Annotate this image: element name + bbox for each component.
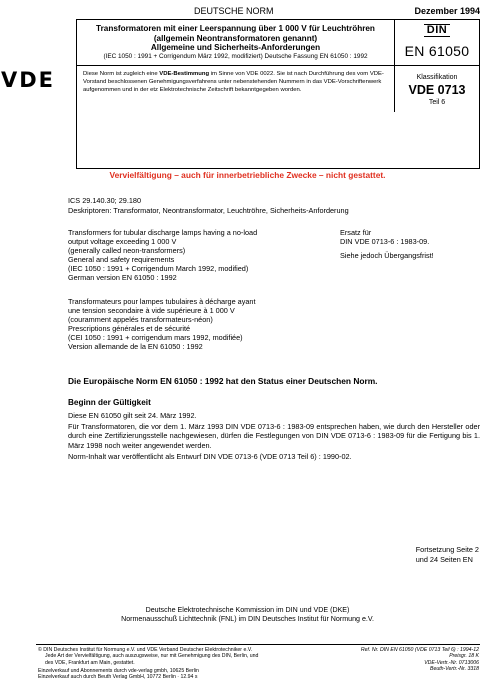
notice-text-after: im Sinne von VDE 0022. Sie ist nach Durchführung des vom VDE-Vorstand beschlossenen Genehmigungsverfahrens unter nebenstehenden Nummern in das VDE-Vorschriftenwerk aufgenommen und in der etz Elektrotechnische Zeitschrift bekanntgegeben worden. [83, 71, 384, 93]
classification-label: Klassifikation [416, 74, 458, 81]
english-title-line: German version EN 61050 : 1992 [68, 272, 177, 282]
commission-block [0, 606, 495, 624]
din-box [395, 20, 479, 66]
vde-logo [1, 68, 71, 104]
title-line-3: Allgemeine und Sicherheits-Anforderungen [150, 43, 321, 53]
status-statement: Die Europäische Norm EN 61050 : 1992 hat den Status einer Deutschen Norm. [68, 376, 378, 386]
footer-reference [361, 647, 479, 672]
english-title-line: (IEC 1050 : 1991 + Corrigendum March 1992, modified) [68, 263, 249, 273]
footer-left-line-2: Jede Art der Vervielfältigung, auch auszugsweise, nur mit Genehmigung des DIN, Berlin, und [45, 653, 259, 660]
validity-section [68, 398, 480, 463]
commission-line-1: Deutsche Elektrotechnische Kommission im DIN und VDE (DKE) [145, 606, 350, 614]
vde-logo-text: VDE [1, 68, 56, 92]
descriptors: Deskriptoren: Transformator, Neontransformator, Leuchtröhre, Sicherheits-Anforderung [68, 206, 349, 215]
commission-line-2: Normenausschuß Lichttechnik (FNL) im DIN Deutsches Institut für Normung e.V. [121, 615, 374, 624]
vde-order-number: VDE-Vertr.-Nr. 0713006 [424, 659, 479, 666]
replacement-line-3: Siehe jedoch Übergangsfrist! [340, 250, 434, 260]
footer-left-line-4: Einzelverkauf und Abonnements durch vde-verlag gmbh, 10625 Berlin [38, 667, 199, 674]
footer-left-line-1: © DIN Deutsches Institut für Normung e.V. und VDE Verband Deutscher Elektrotechniker e.V. [38, 647, 253, 653]
en-number: EN 61050 [404, 43, 470, 59]
title-line-2: (allgemein Neontransformatoren genannt) [153, 33, 318, 43]
reference-number: Ref. Nr. DIN EN 61050 (VDE 0713 Teil 6) : 1994-12 [360, 647, 479, 653]
continuation-line-1: Fortsetzung Seite 2 [415, 545, 479, 554]
title-subline: (IEC 1050 : 1991 + Corrigendum März 1992, modifiziert) Deutsche Fassung EN 61050 : 1992 [103, 52, 368, 60]
notice-text-before: Diese Norm ist zugleich eine [83, 71, 160, 77]
beuth-order-number: Beuth-Vertr.-Nr. 3318 [429, 665, 479, 672]
ics-block [68, 196, 349, 216]
footer-left-line-3: des VDE, Frankfurt am Main, gestattet. [45, 659, 135, 666]
top-bar [76, 6, 480, 20]
header-frame [1, 19, 480, 169]
french-title-line: (CEI 1050 : 1991 + corrigendum mars 1992, modifiée) [68, 332, 243, 342]
english-title-line: General and safety requirements [68, 254, 175, 264]
notice-bold: VDE-Bestimmung [159, 71, 210, 77]
continuation-note [416, 545, 479, 564]
vde-notice [77, 66, 395, 112]
classification-part: Teil 6 [428, 99, 446, 106]
classification-number: VDE 0713 [408, 83, 466, 97]
footer-left-line-5: Einzelverkauf auch durch Beuth Verlag GmbH, 10772 Berlin · 12.94 s [38, 674, 198, 681]
english-title [68, 229, 318, 282]
english-title-line: (generally called neon-transformers) [68, 245, 186, 255]
copy-warning: Vervielfältigung – auch für innerbetriebliche Zwecke – nicht gestattet. [109, 170, 386, 180]
continuation-line-2: und 24 Seiten EN [415, 554, 473, 564]
din-logo: DIN [424, 24, 450, 37]
validity-paragraph-1: Diese EN 61050 gilt seit 24. März 1992. [68, 411, 197, 420]
footer-copyright [38, 647, 328, 680]
french-title-line: (couramment appelés transformateurs-néon) [68, 314, 213, 324]
title-line-1: Transformatoren mit einer Leerspannung über 1 000 V für Leuchtröhren [96, 24, 375, 33]
title-block [77, 20, 395, 66]
price-group: Preisgr. 18 K [449, 653, 479, 660]
validity-paragraph-3: Norm-Inhalt war veröffentlicht als Entwurf DIN VDE 0713-6 (VDE 0713 Teil 6) : 1990-02. [68, 451, 352, 461]
classification-box [395, 66, 479, 112]
french-title-line: une tension secondaire à vide supérieure à 1 000 V [68, 305, 235, 315]
french-title-line: Prescriptions générales et de sécurité [68, 323, 191, 333]
publication-date: Dezember 1994 [414, 6, 480, 16]
replacement-line-1: Ersatz für [340, 228, 372, 237]
french-title-line: Version allemande de la EN 61050 : 1992 [68, 341, 203, 351]
french-title-line: Transformateurs pour lampes tubulaires à décharge ayant [68, 297, 256, 306]
replacement-note [340, 229, 485, 261]
validity-paragraph-2: Für Transformatoren, die vor dem 1. März 1993 DIN VDE 0713-6 : 1983-09 entsprechen haben, wie durch den Hersteller oder durch eine Zertifizierungsstelle nachgewiesen, dürfen die Festlegungen von DIN VDE 0713-6 : 1983-09 für die Fertigung bis 1. März 1998 noch weiter angewendet werden. [68, 422, 480, 450]
english-title-line: output voltage exceeding 1 000 V [68, 236, 177, 246]
french-title [68, 298, 318, 351]
english-title-line: Transformers for tubular discharge lamps having a no-load [68, 228, 258, 237]
validity-heading: Beginn der Gültigkeit [68, 398, 151, 407]
ics-code: ICS 29.140.30; 29.180 [68, 196, 142, 205]
footer-divider [36, 644, 480, 645]
replacement-line-2: DIN VDE 0713-6 : 1983-09. [340, 236, 430, 246]
norm-type: DEUTSCHE NORM [194, 6, 274, 16]
